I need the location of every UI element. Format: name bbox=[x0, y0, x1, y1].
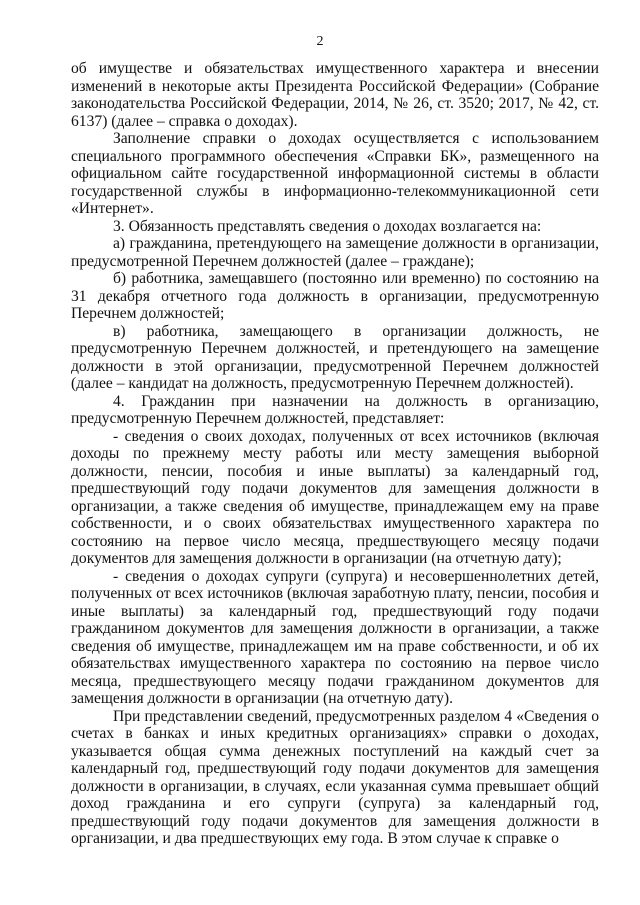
paragraph-own-income-item: - сведения о своих доходах, полученных от всех источников (включая доходы по прежнему месту работы или месту замещения выборной должности, пенсии, пособия и иные выплаты) за календарный год, предшествующий году подачи документов для замещения должности в организации, а также сведения об имуществе, принадлежащем ему на праве собственности, и о своих обязательствах имущественного характера по состоянию на первое число месяца, предшествующего месяцу подачи документов для замещения должности в организации (на отчетную дату); bbox=[71, 427, 599, 567]
paragraph-clause-4: 4. Гражданин при назначении на должность в организацию, предусмотренную Перечнем должностей, представляет: bbox=[71, 392, 599, 427]
paragraph-clause-3b: б) работника, замещавшего (постоянно или временно) по состоянию на 31 декабря отчетного года должность в организации, предусмотренную Перечнем должностей; bbox=[71, 270, 599, 322]
page-number: 2 bbox=[316, 34, 324, 49]
paragraph-clause-3c: в) работника, замещающего в организации должность, не предусмотренную Перечнем должностей, и претендующего на замещение должности в этой организации, предусмотренной Перечнем должностей (далее – кандидат на должность, предусмотренную Перечнем должностей). bbox=[71, 322, 599, 392]
document-body bbox=[71, 60, 599, 848]
paragraph-section-4-accounts: При представлении сведений, предусмотренных разделом 4 «Сведения о счетах в банках и иных кредитных организациях» справки о доходах, указывается общая сумма денежных поступлений на каждый счет за календарный год, предшествующий году подачи документов для замещения должности в организации, в случаях, если указанная сумма превышает общий доход гражданина и его супруги (супруга) за календарный год, предшествующий году подачи документов для замещения должности в организации, и два предшествующих ему года. В этом случае к справке о bbox=[71, 707, 599, 847]
paragraph-filling-software: Заполнение справки о доходах осуществляется с использованием специального программного обеспечения «Справки БК», размещенного на официальном сайте государственной информационной системы в области государственной службы в информационно-телекоммуникационной сети «Интернет». bbox=[71, 130, 599, 217]
paragraph-clause-3a: а) гражданина, претендующего на замещение должности в организации, предусмотренной Перечнем должностей (далее – граждане); bbox=[71, 235, 599, 270]
paragraph-spouse-income-item: - сведения о доходах супруги (супруга) и несовершеннолетних детей, полученных от всех источников (включая заработную плату, пенсии, пособия и иные выплаты) за календарный год, предшествующий году подачи гражданином документов для замещения должности в организации, а также сведения об имуществе, принадлежащем им на праве собственности, и об их обязательствах имущественного характера по состоянию на первое число месяца, предшествующего месяцу подачи гражданином документов для замещения должности в организации (на отчетную дату). bbox=[71, 567, 599, 707]
paragraph-intro-continuation: об имуществе и обязательствах имущественного характера и внесении изменений в некоторые акты Президента Российской Федерации» (Собрание законодательства Российской Федерации, 2014, № 26, ст. 3520; 2017, № 42, ст. 6137) (далее – справка о доходах). bbox=[71, 60, 599, 130]
paragraph-clause-3: 3. Обязанность представлять сведения о доходах возлагается на: bbox=[113, 217, 542, 235]
